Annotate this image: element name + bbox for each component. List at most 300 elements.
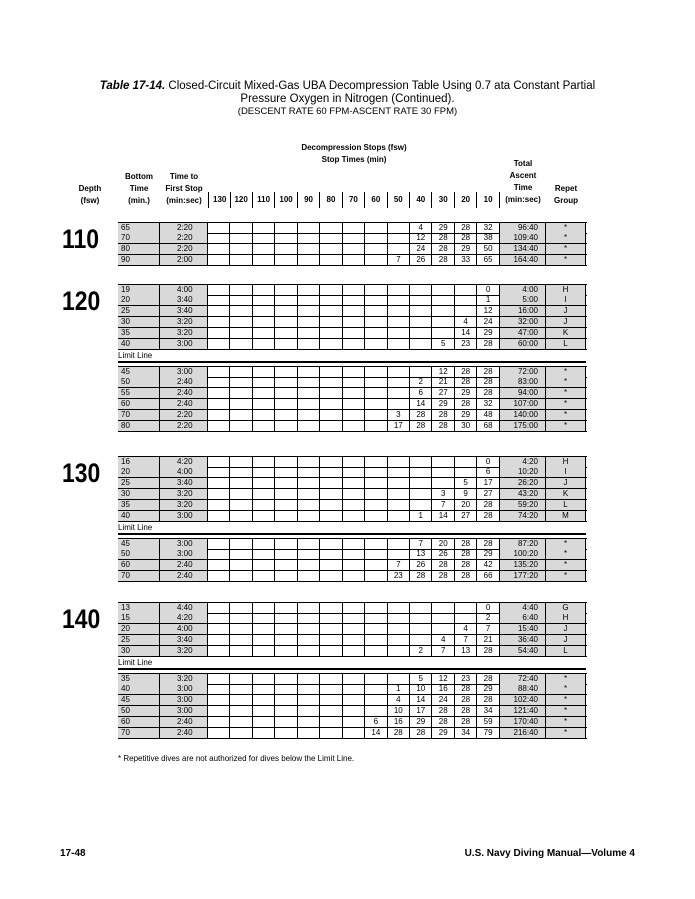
stop-time-cell: 30 xyxy=(455,421,477,431)
stop-time-cell: 17 xyxy=(388,421,410,431)
stop-time-cell: 29 xyxy=(455,388,477,398)
stop-time-cell xyxy=(253,684,275,694)
first-stop-cell: 2:40 xyxy=(160,717,208,727)
total-ascent-cell: 4:40 xyxy=(500,603,546,613)
stop-time-cell xyxy=(365,467,387,477)
bottom-time-cell: 13 xyxy=(118,603,160,613)
stop-time-cell xyxy=(298,339,320,349)
stop-time-cell xyxy=(298,399,320,409)
stop-time-cell: 34 xyxy=(477,706,499,716)
stop-time-cell: 16 xyxy=(388,717,410,727)
stop-time-cell xyxy=(230,635,252,645)
total-ascent-cell: 102:40 xyxy=(500,695,546,705)
first-stop-cell: 3:00 xyxy=(160,695,208,705)
first-stop-header-line: First Stop xyxy=(165,184,203,193)
stop-time-cell xyxy=(275,410,297,420)
first-stop-cell: 3:00 xyxy=(160,549,208,559)
stop-time-cell: 6 xyxy=(477,467,499,477)
total-ascent-cell: 140:00 xyxy=(500,410,546,420)
repet-group-cell: * xyxy=(546,233,586,243)
table-row xyxy=(118,613,587,624)
stop-time-cell xyxy=(208,295,230,305)
total-ascent-cell: 94:00 xyxy=(500,388,546,398)
repet-group-cell: * xyxy=(546,684,586,694)
repet-group-cell: * xyxy=(546,560,586,570)
stop-time-cell xyxy=(410,613,432,623)
repet-group-cell: * xyxy=(546,255,586,265)
stop-time-cell: 12 xyxy=(433,674,455,684)
stop-time-cell xyxy=(320,399,342,409)
stop-time-cell xyxy=(230,500,252,510)
stop-time-cell xyxy=(320,624,342,634)
stop-time-cell xyxy=(230,410,252,420)
stop-time-cell xyxy=(388,624,410,634)
stop-time-cell xyxy=(320,571,342,581)
bottom-time-cell: 20 xyxy=(118,295,160,305)
stop-time-cell xyxy=(298,467,320,477)
repet-group-cell: * xyxy=(546,421,586,431)
stop-time-cell xyxy=(230,295,252,305)
stop-time-cell xyxy=(320,684,342,694)
stop-time-cell xyxy=(343,539,365,549)
bottom-time-cell: 45 xyxy=(118,695,160,705)
stop-time-cell: 7 xyxy=(455,635,477,645)
stop-time-cell: 28 xyxy=(455,695,477,705)
repet-group-cell: K xyxy=(546,328,586,338)
stop-time-cell: 29 xyxy=(477,328,499,338)
stop-time-cell xyxy=(433,457,455,467)
stop-time-cell xyxy=(275,674,297,684)
stop-header-80: 80 xyxy=(320,192,342,208)
page-number: 17-48 xyxy=(60,848,86,859)
total-ascent-cell: 43:20 xyxy=(500,489,546,499)
stop-time-cell xyxy=(230,539,252,549)
stop-time-cell xyxy=(208,233,230,243)
stop-time-cell xyxy=(320,549,342,559)
stop-time-cell xyxy=(208,489,230,499)
stop-time-cell xyxy=(275,728,297,738)
stop-time-cell: 23 xyxy=(388,571,410,581)
stop-time-cell: 28 xyxy=(433,410,455,420)
stop-time-cell xyxy=(230,317,252,327)
stop-time-cell: 20 xyxy=(433,539,455,549)
stop-time-cell: 28 xyxy=(433,571,455,581)
stop-time-cell xyxy=(365,339,387,349)
stop-time-cell xyxy=(298,624,320,634)
table-row xyxy=(118,478,587,489)
stop-time-cell xyxy=(230,695,252,705)
stop-time-cell xyxy=(455,285,477,295)
bottom-time-cell: 70 xyxy=(118,571,160,581)
first-stop-cell: 2:40 xyxy=(160,728,208,738)
stop-header-90: 90 xyxy=(298,192,320,208)
bottom-time-cell: 60 xyxy=(118,717,160,727)
total-ascent-cell: 26:20 xyxy=(500,478,546,488)
stop-time-cell xyxy=(208,339,230,349)
stop-time-cell: 23 xyxy=(455,674,477,684)
stop-time-cell: 10 xyxy=(388,706,410,716)
stop-time-cell xyxy=(298,646,320,656)
stop-time-cell xyxy=(253,388,275,398)
stop-time-cell xyxy=(433,306,455,316)
stop-time-cell xyxy=(298,367,320,377)
stop-time-cell xyxy=(410,457,432,467)
stop-time-cell xyxy=(208,377,230,387)
stops-title-2: Stop Times (min) xyxy=(321,155,387,164)
stop-time-cell xyxy=(320,388,342,398)
bottom-time-header xyxy=(118,171,160,207)
stop-time-cell: 28 xyxy=(455,684,477,694)
stop-time-cell xyxy=(365,388,387,398)
stop-time-cell xyxy=(208,328,230,338)
stop-time-cell: 7 xyxy=(433,500,455,510)
stop-time-cell xyxy=(410,467,432,477)
total-ascent-cell: 177:20 xyxy=(500,571,546,581)
stop-time-cell xyxy=(320,306,342,316)
table-row xyxy=(118,560,587,571)
stop-time-cell xyxy=(343,706,365,716)
stop-time-cell xyxy=(320,646,342,656)
stop-time-cell xyxy=(320,706,342,716)
repet-group-cell: M xyxy=(546,511,586,521)
stop-time-cell: 66 xyxy=(477,571,499,581)
stop-time-cell xyxy=(365,223,387,233)
repet-group-cell: * xyxy=(546,388,586,398)
stop-time-cell xyxy=(230,674,252,684)
stop-time-cell: 4 xyxy=(410,223,432,233)
stop-time-cell xyxy=(208,706,230,716)
stop-time-cell xyxy=(365,285,387,295)
stop-time-cell xyxy=(320,233,342,243)
bottom-time-cell: 40 xyxy=(118,339,160,349)
total-ascent-cell: 107:00 xyxy=(500,399,546,409)
repet-group-cell: J xyxy=(546,635,586,645)
stop-time-cell xyxy=(208,539,230,549)
stop-time-cell: 26 xyxy=(410,560,432,570)
stop-time-cell: 32 xyxy=(477,223,499,233)
stop-time-cell xyxy=(388,489,410,499)
stop-time-cell xyxy=(320,285,342,295)
table-row xyxy=(118,410,587,421)
stop-time-cell xyxy=(208,388,230,398)
stop-time-cell: 28 xyxy=(477,367,499,377)
stop-time-cell xyxy=(433,603,455,613)
stop-time-cell xyxy=(343,624,365,634)
first-stop-cell: 2:20 xyxy=(160,233,208,243)
table-row xyxy=(118,549,587,560)
stop-time-cell: 28 xyxy=(433,233,455,243)
repet-group-header xyxy=(546,183,586,207)
stop-time-cell xyxy=(320,467,342,477)
total-ascent-cell: 59:20 xyxy=(500,500,546,510)
stop-time-cell xyxy=(320,223,342,233)
stop-time-cell xyxy=(388,285,410,295)
stop-time-cell: 20 xyxy=(455,500,477,510)
stop-time-cell: 29 xyxy=(477,549,499,559)
stop-time-cell xyxy=(230,328,252,338)
total-ascent-cell: 4:20 xyxy=(500,457,546,467)
stop-time-cell xyxy=(433,317,455,327)
stop-time-cell xyxy=(275,367,297,377)
stop-time-cell: 28 xyxy=(433,706,455,716)
total-ascent-cell: 170:40 xyxy=(500,717,546,727)
stop-time-cell xyxy=(388,233,410,243)
stop-time-cell xyxy=(410,306,432,316)
table-row xyxy=(118,388,587,399)
stop-time-cell xyxy=(455,295,477,305)
table-row xyxy=(118,339,587,350)
total-ascent-cell: 6:40 xyxy=(500,613,546,623)
limit-line-label: Limit Line xyxy=(118,658,153,667)
stop-time-cell xyxy=(253,306,275,316)
stop-time-cell: 28 xyxy=(477,500,499,510)
table-row xyxy=(118,255,587,266)
total-ascent-header-line: Time xyxy=(513,183,533,192)
stop-time-cell xyxy=(208,560,230,570)
stop-time-cell xyxy=(275,399,297,409)
stop-time-cell: 7 xyxy=(410,539,432,549)
stop-time-cell: 27 xyxy=(477,489,499,499)
limit-line xyxy=(118,668,586,670)
bottom-time-header-line: (min.) xyxy=(128,196,150,205)
stop-time-cell xyxy=(298,489,320,499)
stop-time-cell: 3 xyxy=(433,489,455,499)
stop-time-cell xyxy=(208,500,230,510)
stop-time-cell xyxy=(298,295,320,305)
stop-time-cell xyxy=(275,457,297,467)
stop-time-cell xyxy=(433,295,455,305)
stop-time-cell xyxy=(365,539,387,549)
stop-time-cell xyxy=(343,295,365,305)
stop-time-cell xyxy=(208,549,230,559)
stop-time-cell xyxy=(230,549,252,559)
stop-time-cell xyxy=(253,367,275,377)
bottom-time-cell: 90 xyxy=(118,255,160,265)
stop-time-cell xyxy=(455,306,477,316)
stop-time-cell xyxy=(253,377,275,387)
first-stop-cell: 3:40 xyxy=(160,635,208,645)
stop-time-cell xyxy=(253,539,275,549)
stop-time-cell: 13 xyxy=(410,549,432,559)
stop-time-cell xyxy=(230,244,252,254)
stop-time-cell xyxy=(365,457,387,467)
stop-time-cell xyxy=(208,511,230,521)
stop-time-cell xyxy=(365,560,387,570)
stop-time-cell xyxy=(320,410,342,420)
stop-time-cell xyxy=(208,317,230,327)
stop-time-cell xyxy=(320,295,342,305)
total-ascent-cell: 216:40 xyxy=(500,728,546,738)
repet-group-cell: J xyxy=(546,478,586,488)
stop-time-cell xyxy=(343,511,365,521)
stop-time-cell xyxy=(275,467,297,477)
bottom-time-cell: 50 xyxy=(118,706,160,716)
stop-time-cell xyxy=(388,500,410,510)
stop-time-cell xyxy=(298,388,320,398)
stop-time-cell xyxy=(253,223,275,233)
limit-line-label: Limit Line xyxy=(118,351,153,360)
stop-time-cell: 24 xyxy=(410,244,432,254)
stop-time-cell: 14 xyxy=(433,511,455,521)
bottom-time-cell: 60 xyxy=(118,399,160,409)
stop-time-cell xyxy=(275,500,297,510)
stop-time-cell: 0 xyxy=(477,457,499,467)
bottom-time-cell: 20 xyxy=(118,467,160,477)
table-row xyxy=(118,295,587,306)
stop-time-cell xyxy=(253,285,275,295)
stop-time-cell xyxy=(298,328,320,338)
stop-time-cell xyxy=(298,684,320,694)
stop-time-cell xyxy=(298,478,320,488)
stop-time-cell: 29 xyxy=(477,684,499,694)
stop-time-cell xyxy=(208,646,230,656)
stop-time-cell: 48 xyxy=(477,410,499,420)
limit-line xyxy=(118,361,586,363)
stop-time-cell: 26 xyxy=(433,549,455,559)
stop-time-cell xyxy=(343,684,365,694)
stop-time-cell xyxy=(410,635,432,645)
stop-time-cell xyxy=(365,233,387,243)
stop-header-30: 30 xyxy=(433,192,455,208)
first-stop-cell: 2:20 xyxy=(160,223,208,233)
stop-time-cell xyxy=(298,603,320,613)
stop-time-cell xyxy=(253,233,275,243)
stop-time-cell xyxy=(298,695,320,705)
bottom-time-cell: 30 xyxy=(118,489,160,499)
total-ascent-header-line: Total xyxy=(513,159,533,168)
stop-time-cell xyxy=(343,233,365,243)
bottom-time-cell: 50 xyxy=(118,549,160,559)
total-ascent-cell: 87:20 xyxy=(500,539,546,549)
bottom-time-cell: 60 xyxy=(118,560,160,570)
repet-group-cell: * xyxy=(546,377,586,387)
repet-group-cell: * xyxy=(546,695,586,705)
total-ascent-header-line: Ascent xyxy=(509,171,537,180)
stop-time-cell xyxy=(320,478,342,488)
stop-time-cell xyxy=(208,306,230,316)
stop-time-cell xyxy=(365,674,387,684)
table-row xyxy=(118,421,587,432)
stop-time-cell xyxy=(275,233,297,243)
stop-time-cell xyxy=(365,511,387,521)
stops-title xyxy=(208,142,500,166)
stop-time-cell xyxy=(275,317,297,327)
depth-label: 130 xyxy=(62,458,101,488)
stop-time-cell: 28 xyxy=(455,549,477,559)
bottom-time-cell: 80 xyxy=(118,421,160,431)
table-row xyxy=(118,500,587,511)
stop-time-cell xyxy=(433,624,455,634)
stop-time-cell xyxy=(298,560,320,570)
total-ascent-cell: 88:40 xyxy=(500,684,546,694)
stop-time-cell xyxy=(253,603,275,613)
stop-time-cell: 79 xyxy=(477,728,499,738)
stop-time-cell xyxy=(410,339,432,349)
depth-header-line: Depth xyxy=(78,184,102,193)
table-row xyxy=(118,317,587,328)
stop-time-cell xyxy=(365,635,387,645)
stop-time-cell xyxy=(253,613,275,623)
stop-time-cell xyxy=(208,285,230,295)
stop-time-cell xyxy=(275,539,297,549)
stop-time-cell xyxy=(433,467,455,477)
stop-time-cell xyxy=(410,603,432,613)
stop-time-cell xyxy=(343,646,365,656)
stop-time-cell xyxy=(298,549,320,559)
table-row xyxy=(118,233,587,244)
stop-time-cell: 21 xyxy=(477,635,499,645)
bottom-time-cell: 16 xyxy=(118,457,160,467)
repet-group-cell: * xyxy=(546,549,586,559)
repet-group-cell: L xyxy=(546,339,586,349)
bottom-time-cell: 30 xyxy=(118,317,160,327)
stop-time-cell: 33 xyxy=(455,255,477,265)
stop-time-cell: 28 xyxy=(477,339,499,349)
stop-time-cell: 27 xyxy=(433,388,455,398)
stop-time-cell xyxy=(365,399,387,409)
total-ascent-cell: 16:00 xyxy=(500,306,546,316)
stop-time-cell xyxy=(275,511,297,521)
stop-time-cell: 0 xyxy=(477,285,499,295)
first-stop-cell: 3:20 xyxy=(160,500,208,510)
stop-time-cell xyxy=(253,511,275,521)
stop-time-cell xyxy=(208,244,230,254)
stop-time-cell: 28 xyxy=(477,377,499,387)
stop-time-cell xyxy=(343,500,365,510)
stop-time-cell xyxy=(320,328,342,338)
stop-time-cell xyxy=(343,317,365,327)
stop-time-cell xyxy=(388,328,410,338)
stop-time-cell xyxy=(208,728,230,738)
stop-time-cell xyxy=(253,695,275,705)
bottom-time-cell: 19 xyxy=(118,285,160,295)
table-row xyxy=(118,328,587,339)
repet-group-cell: L xyxy=(546,646,586,656)
stop-time-cell xyxy=(275,421,297,431)
stop-time-cell: 28 xyxy=(433,255,455,265)
stop-time-cell: 28 xyxy=(410,421,432,431)
stop-time-cell xyxy=(230,421,252,431)
stop-time-cell xyxy=(275,695,297,705)
stop-time-cell xyxy=(388,367,410,377)
first-stop-cell: 2:20 xyxy=(160,421,208,431)
footer-title: U.S. Navy Diving Manual—Volume 4 xyxy=(464,848,635,859)
stop-time-cell xyxy=(230,255,252,265)
stop-time-cell: 28 xyxy=(455,571,477,581)
stop-time-cell: 24 xyxy=(477,317,499,327)
stop-time-cell: 14 xyxy=(410,399,432,409)
bottom-time-cell: 30 xyxy=(118,646,160,656)
stop-time-cell: 28 xyxy=(433,244,455,254)
stop-time-cell: 10 xyxy=(410,684,432,694)
stop-time-cell xyxy=(275,635,297,645)
stop-time-cell xyxy=(253,457,275,467)
stop-time-cell xyxy=(208,478,230,488)
stop-time-cell xyxy=(275,295,297,305)
stop-time-cell: 14 xyxy=(410,695,432,705)
stop-time-cell xyxy=(365,421,387,431)
stop-time-cell: 28 xyxy=(455,367,477,377)
stops-title-1: Decompression Stops (fsw) xyxy=(301,143,407,152)
stop-time-cell xyxy=(230,603,252,613)
stop-time-cell xyxy=(343,571,365,581)
table-row xyxy=(118,489,587,500)
first-stop-cell: 3:00 xyxy=(160,511,208,521)
repet-group-cell: * xyxy=(546,571,586,581)
stop-time-cell xyxy=(253,500,275,510)
stop-time-cell xyxy=(208,367,230,377)
stop-time-cell: 28 xyxy=(455,717,477,727)
